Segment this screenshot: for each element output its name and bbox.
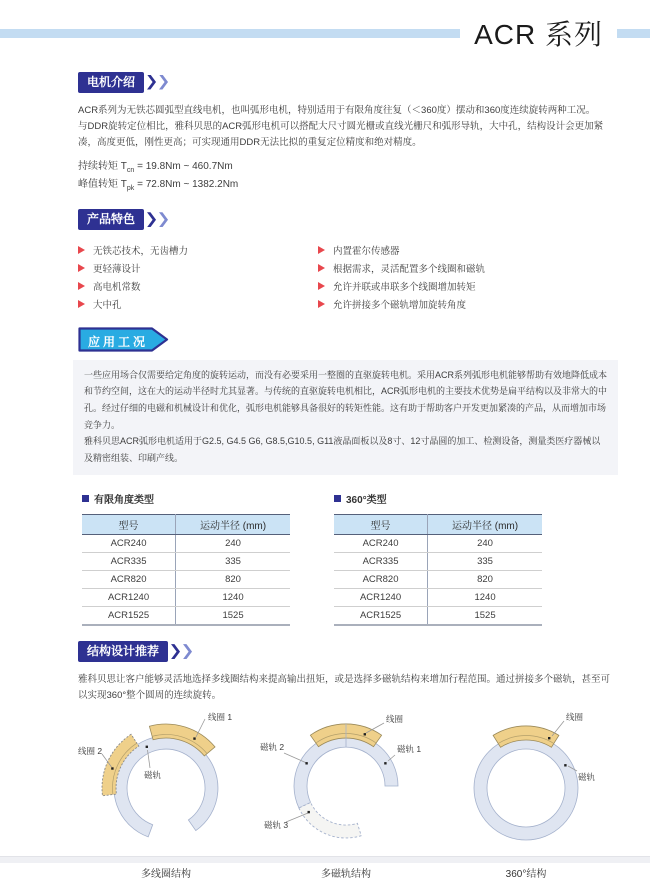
section-header-design: [78, 642, 614, 662]
square-bullet-icon: [82, 495, 89, 502]
intro-paragraph-2: 与DDR旋转定位相比，雅科贝思的ACR弧形电机可以搭配大尺寸圆光栅或直线光栅尺和弧形导轨，大中孔，结构设计会更加紧凑，高度更低，刚性更高；可实现通用DDR无法比拟的重复定位精度和绝对精度。: [78, 121, 604, 149]
feature-item: 无铁芯技术，无齿槽力: [78, 241, 318, 259]
feature-item: 更轻薄设计: [78, 259, 318, 277]
table-row: ACR1525 1525: [334, 606, 542, 625]
table-header-row: [334, 514, 542, 534]
track1-label: 磁轨 1: [397, 743, 422, 754]
torque-line-peak: 峰值转矩 $T_{pk} = 72.8Nm$ ~ 1382.2Nm: [78, 178, 239, 192]
feature-list: [78, 241, 614, 313]
table-row: ACR240 240: [334, 534, 542, 552]
coil-label: 线圈: [566, 711, 584, 722]
table-header-row: [82, 514, 290, 534]
section-header-features: [78, 210, 614, 230]
feature-item: 允许并联或串联多个线圈增加转矩: [318, 277, 485, 295]
title-rule-right: [617, 29, 650, 38]
diagram-caption: 多磁轨结构: [321, 868, 371, 880]
table-row: ACR240 240: [82, 534, 290, 552]
table-360: [334, 491, 542, 626]
limited-angle-table: [82, 514, 290, 626]
page-title: ACR 系列: [474, 19, 603, 50]
feature-item: 根据需求，灵活配置多个线圈和磁轨: [318, 259, 485, 277]
feature-item: 内置霍尔传感器: [318, 241, 485, 259]
table-title-limited: 有限角度类型: [82, 491, 290, 506]
col-header-model: 型号: [82, 514, 176, 534]
multi-coil-drawing: [78, 710, 254, 862]
application-box: [73, 360, 618, 475]
triangle-bullet-icon: [78, 246, 85, 254]
coil2-label: 线圈 2: [78, 745, 103, 756]
triangle-bullet-icon: [78, 300, 85, 308]
track-label: 磁轨: [144, 769, 162, 780]
section-badge-features: 产品特色: [78, 209, 144, 230]
full-360-drawing: [438, 710, 614, 862]
application-paragraph-2: 雅科贝思ACR弧形电机适用于G2.5, G4.5 G6, G8.5,G10.5, G11液晶面板以及8寸、12寸晶圆的加工、检测设备，测量类医疗器械以及精密组装、印刷产线。: [84, 436, 601, 463]
chevron-icon: [159, 212, 168, 227]
section-badge-intro: 电机介绍: [78, 72, 144, 93]
triangle-bullet-icon: [318, 282, 325, 290]
magnet-track3-dashed-arc: [299, 802, 361, 837]
triangle-bullet-icon: [318, 246, 325, 254]
table-row: ACR335 335: [334, 552, 542, 570]
feature-column-left: [78, 241, 318, 313]
table-row: ACR820 820: [334, 570, 542, 588]
chevron-icon: [171, 644, 180, 659]
section-badge-application: [78, 327, 170, 352]
full-360-table: [334, 514, 542, 626]
torque-line-continuous: 持续转矩 $T_{cn} = 19.8Nm$ ~ 460.7Nm: [78, 161, 233, 175]
table-title-360: 360°类型: [334, 491, 542, 506]
col-header-radius: 运动半径 (mm): [428, 514, 542, 534]
title-rule-left: [0, 29, 460, 38]
table-row: ACR1525 1525: [82, 606, 290, 625]
chevron-icon: [159, 75, 168, 90]
multi-track-drawing: [258, 710, 434, 862]
triangle-bullet-icon: [78, 264, 85, 272]
track3-label: 磁轨 3: [264, 819, 289, 830]
triangle-bullet-icon: [318, 264, 325, 272]
application-paragraph-1: 一些应用场合仅需要给定角度的旋转运动，而没有必要采用一整圈的直驱旋转电机。采用ACR系列弧形电机能够帮助有效地降低成本和节约空间，这在大的运动半径时尤其显著。与传统的直驱旋转电机相比，ACR弧形电机的主要技术优势是扁平结构以及非常大的中孔。经过仔细的电磁和机械设计和优化，弧形电机能够具备很好的转矩性能。这有助于帮助客户开发更加紧凑的产品，从而增加市场竞争力。: [84, 369, 608, 430]
table-limited-angle: [82, 491, 290, 626]
design-paragraph: 雅科贝思让客户能够灵活地选择多线圈结构来提高输出扭矩，或是选择多磁轨结构来增加行程范围。通过拼接多个磁轨，甚至可以实现360°整个圆周的连续旋转。: [78, 673, 611, 701]
diagram-caption: 360°结构: [505, 868, 547, 880]
chevron-icon: [147, 75, 156, 90]
model-tables: [78, 491, 614, 626]
footer-bar: [0, 856, 650, 863]
section-badge-design: 结构设计推荐: [78, 641, 168, 662]
feature-item: 大中孔: [78, 295, 318, 313]
page-header: [0, 0, 650, 52]
track2-label: 磁轨 2: [260, 741, 285, 752]
table-row: ACR1240 1240: [82, 588, 290, 606]
col-header-model: 型号: [334, 514, 428, 534]
table-row: ACR820 820: [82, 570, 290, 588]
page-content: [0, 72, 650, 882]
feature-column-right: [318, 241, 485, 313]
table-row: ACR335 335: [82, 552, 290, 570]
triangle-bullet-icon: [78, 282, 85, 290]
triangle-bullet-icon: [318, 300, 325, 308]
feature-item: 允许拼接多个磁轨增加旋转角度: [318, 295, 485, 313]
coil1-label: 线圈 1: [208, 711, 233, 722]
table-row: ACR1240 1240: [334, 588, 542, 606]
application-badge-label: 应用工况: [88, 334, 149, 349]
square-bullet-icon: [334, 495, 341, 502]
coil-label: 线圈: [386, 713, 404, 724]
col-header-radius: 运动半径 (mm): [176, 514, 290, 534]
diagram-caption: 多线圈结构: [141, 868, 191, 880]
torque-specs: [78, 159, 614, 193]
track-label: 磁轨: [578, 771, 596, 782]
intro-paragraphs: [78, 103, 614, 151]
chevron-icon: [183, 644, 192, 659]
intro-paragraph-1: ACR系列为无铁芯圆弧型直线电机，也叫弧形电机，特别适用于有限角度往复（＜360度）摆动和360度连续旋转两种工况。: [78, 105, 596, 116]
feature-item: 高电机常数: [78, 277, 318, 295]
chevron-icon: [147, 212, 156, 227]
section-header-intro: [78, 72, 614, 92]
